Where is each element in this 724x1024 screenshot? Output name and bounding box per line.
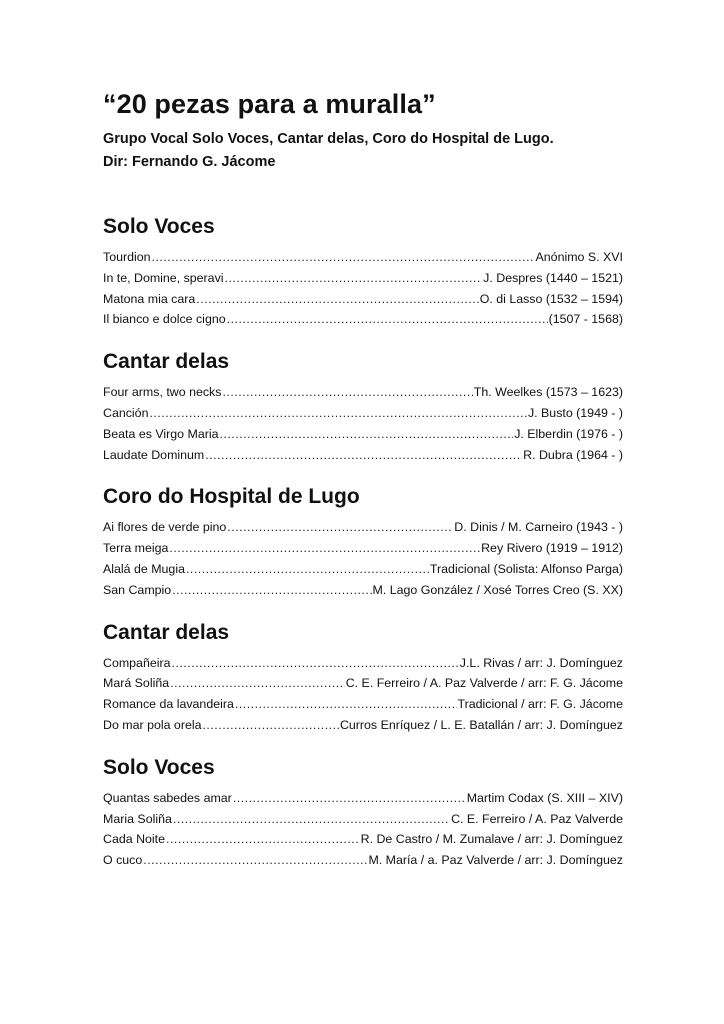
list-item xyxy=(103,445,623,466)
piece-title: In te, Domine, speravi xyxy=(103,270,224,285)
dot-leader xyxy=(172,580,371,601)
program-section xyxy=(103,484,623,600)
list-item xyxy=(103,653,623,674)
section-heading: Coro do Hospital de Lugo xyxy=(103,485,360,509)
entry-list xyxy=(103,517,623,600)
dot-leader xyxy=(222,382,472,403)
dot-leader xyxy=(227,309,548,330)
dot-leader xyxy=(205,445,522,466)
section-heading: Solo Voces xyxy=(103,215,215,238)
list-item xyxy=(103,559,623,580)
dot-leader xyxy=(227,517,453,538)
list-item xyxy=(103,309,623,330)
dot-leader xyxy=(166,829,360,850)
list-item xyxy=(103,829,623,850)
piece-title: Il bianco e dolce cigno xyxy=(103,312,226,327)
piece-title: Do mar pola orela xyxy=(103,717,202,732)
section-heading: Cantar delas xyxy=(103,350,230,374)
list-item xyxy=(103,580,623,601)
composer-credit: M. María / a. Paz Valverde / arr: J. Domínguez xyxy=(368,853,623,868)
list-item xyxy=(103,403,623,424)
dot-leader xyxy=(152,247,535,268)
program-section xyxy=(103,214,623,330)
entry-list xyxy=(103,247,623,330)
program-section xyxy=(103,620,623,736)
dot-leader xyxy=(233,788,466,809)
piece-title: Canción xyxy=(103,405,149,420)
program-sections xyxy=(103,214,623,871)
dot-leader xyxy=(219,424,513,445)
piece-title: Quantas sabedes amar xyxy=(103,790,232,805)
piece-title: Alalá de Mugia xyxy=(103,561,185,576)
piece-title: Ai flores de verde pino xyxy=(103,520,227,535)
composer-credit: D. Dinis / M. Carneiro (1943 - ) xyxy=(454,520,623,535)
composer-credit: C. E. Ferreiro / A. Paz Valverde xyxy=(451,811,623,826)
program-section xyxy=(103,349,623,465)
piece-title: Terra meiga xyxy=(103,541,169,556)
piece-title: Tourdion xyxy=(103,250,151,264)
composer-credit: J. Busto (1949 - ) xyxy=(527,405,623,420)
composer-credit: J. Elberdin (1976 - ) xyxy=(514,426,623,441)
dot-leader xyxy=(143,850,367,871)
subtitle-director: Dir: Fernando G. Jácome xyxy=(103,154,276,170)
list-item xyxy=(103,694,623,715)
composer-credit: J.L. Rivas / arr: J. Domínguez xyxy=(459,655,623,670)
piece-title: Maria Soliña xyxy=(103,811,172,826)
composer-credit: Curros Enríquez / L. E. Batallán / arr: J. Domínguez xyxy=(339,717,623,732)
list-item xyxy=(103,247,623,268)
piece-title: Beata es Virgo Maria xyxy=(103,426,219,441)
list-item xyxy=(103,517,623,538)
composer-credit: R. De Castro / M. Zumalave / arr: J. Domínguez xyxy=(360,832,623,847)
list-item xyxy=(103,538,623,559)
list-item xyxy=(103,788,623,809)
entry-list xyxy=(103,788,623,871)
list-item xyxy=(103,382,623,403)
dot-leader xyxy=(186,559,429,580)
composer-credit: M. Lago González / Xosé Torres Creo (S. XX) xyxy=(372,582,623,597)
list-item xyxy=(103,673,623,694)
piece-title: Cada Noite xyxy=(103,832,165,847)
page-title: “20 pezas para a muralla” xyxy=(103,89,436,119)
list-item xyxy=(103,850,623,871)
entry-list xyxy=(103,382,623,465)
composer-credit: R. Dubra (1964 - ) xyxy=(523,447,623,462)
section-heading: Cantar delas xyxy=(103,620,230,644)
piece-title: Matona mia cara xyxy=(103,291,196,306)
dot-leader xyxy=(225,268,483,289)
list-item xyxy=(103,715,623,736)
composer-credit: O. di Lasso (1532 – 1594) xyxy=(479,291,623,306)
piece-title: Laudate Dominum xyxy=(103,447,205,462)
list-item xyxy=(103,268,623,289)
piece-title: Mará Soliña xyxy=(103,676,170,691)
composer-credit: Rey Rivero (1919 – 1912) xyxy=(481,541,623,556)
piece-title: Four arms, two necks xyxy=(103,385,222,400)
composer-credit: J. Despres (1440 – 1521) xyxy=(483,270,623,285)
dot-leader xyxy=(196,289,478,310)
dot-leader xyxy=(235,694,457,715)
piece-title: Romance da lavandeira xyxy=(103,697,234,712)
list-item xyxy=(103,424,623,445)
piece-title: Compañeira xyxy=(103,655,171,670)
piece-title: O cuco xyxy=(103,853,143,868)
subtitle-performers: Grupo Vocal Solo Voces, Cantar delas, Coro do Hospital de Lugo. xyxy=(103,131,554,147)
composer-credit: Martim Codax (S. XIII – XIV) xyxy=(466,790,623,805)
dot-leader xyxy=(170,673,345,694)
composer-credit: Th. Weelkes (1573 – 1623) xyxy=(473,385,623,400)
dot-leader xyxy=(202,715,338,736)
list-item xyxy=(103,289,623,310)
composer-credit: Tradicional / arr: F. G. Jácome xyxy=(457,697,623,712)
composer-credit: (1507 - 1568) xyxy=(548,312,623,327)
dot-leader xyxy=(173,809,450,830)
composer-credit: Tradicional (Solista: Alfonso Parga) xyxy=(429,561,623,576)
entry-list xyxy=(103,653,623,736)
composer-credit: Anónimo S. XVI xyxy=(535,250,623,264)
program-content xyxy=(103,86,623,871)
dot-leader xyxy=(169,538,480,559)
section-heading: Solo Voces xyxy=(103,755,215,779)
dot-leader xyxy=(172,653,459,674)
composer-credit: C. E. Ferreiro / A. Paz Valverde / arr: F. G. Jácome xyxy=(345,676,623,691)
piece-title: San Campio xyxy=(103,582,172,597)
dot-leader xyxy=(149,403,526,424)
list-item xyxy=(103,809,623,830)
program-section xyxy=(103,755,623,871)
